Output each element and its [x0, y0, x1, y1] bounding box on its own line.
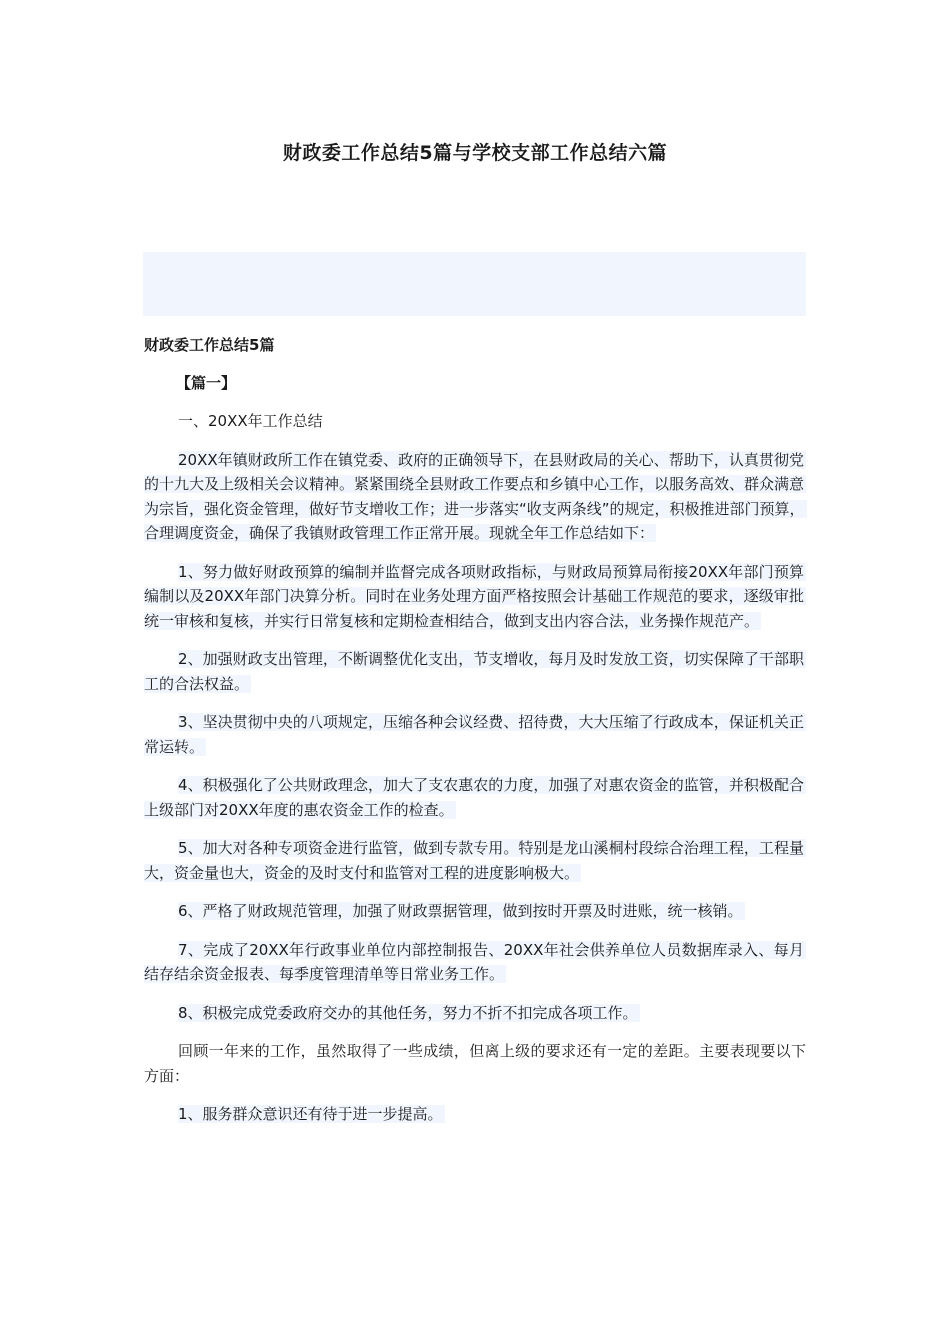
paragraph	[144, 560, 806, 634]
paragraph-text: 7、完成了20XX年行政事业单位内部控制报告、20XX年社会供养单位人员数据库录入、每月结存结余资金报表、每季度管理清单等日常业务工作。	[144, 940, 804, 983]
paragraph-text: 8、积极完成党委政府交办的其他任务，努力不折不扣完成各项工作。	[178, 1003, 638, 1022]
paragraph	[144, 1039, 806, 1088]
paragraph-text: 1、服务群众意识还有待于进一步提高。	[178, 1105, 443, 1123]
paragraph	[144, 1001, 806, 1026]
document-title: 财政委工作总结5篇与学校支部工作总结六篇	[282, 142, 668, 164]
paragraph-text: 2、加强财政支出管理，不断调整优化支出，节支增收，每月及时发放工资，切实保障了干部职工的合法权益。	[144, 650, 804, 693]
paragraph-text: 4、积极强化了公共财政理念，加大了支农惠农的力度，加强了对惠农资金的监管，并积极配合上级部门对20XX年度的惠农资金工作的检查。	[144, 776, 804, 819]
paragraph	[144, 448, 806, 546]
paragraph-text: 6、严格了财政规范管理，加强了财政票据管理，做到按时开票及时进账，统一核销。	[178, 902, 743, 920]
paragraph	[144, 773, 806, 822]
paragraph	[144, 836, 806, 885]
paragraph-text: 5、加大对各种专项资金进行监管，做到专款专用。特别是龙山溪桐村段综合治理工程，工程量大，资金量也大，资金的及时支付和监管对工程的进度影响极大。	[144, 839, 804, 882]
heading-1: 一、20XX年工作总结	[178, 412, 323, 430]
paragraph-text: 回顾一年来的工作，虽然取得了一些成绩，但离上级的要求还有一定的差距。主要表现要以下方面：	[144, 1042, 806, 1085]
banner-placeholder	[143, 252, 806, 316]
paragraph	[144, 647, 806, 696]
paragraph	[144, 899, 806, 924]
part-label: 【篇一】	[176, 374, 237, 392]
section-title: 财政委工作总结5篇	[144, 336, 275, 354]
document-body	[144, 333, 806, 1141]
paragraph-text: 3、坚决贯彻中央的八项规定，压缩各种会议经费、招待费，大大压缩了行政成本，保证机关正常运转。	[144, 713, 804, 756]
paragraph	[144, 938, 806, 987]
paragraph	[144, 710, 806, 759]
paragraph-text: 20XX年镇财政所工作在镇党委、政府的正确领导下，在县财政局的关心、帮助下，认真贯彻党的十九大及上级相关会议精神。紧紧围绕全县财政工作要点和乡镇中心工作，以服务高效、群众满意为宗旨，强化资金管理，做好节支增收工作；进一步落实“收支两条线”的规定，积极推进部门预算，合理调度资金，确保了我镇财政管理工作正常开展。现就全年工作总结如下：	[144, 450, 805, 542]
paragraph-text: 1、努力做好财政预算的编制并监督完成各项财政指标，与财政局预算局衔接20XX年部门预算编制以及20XX年部门决算分析。同时在业务处理方面严格按照会计基础工作规范的要求，逐级审批统一审核和复核，并实行日常复核和定期检查相结合，做到支出内容合法，业务操作规范产。	[144, 562, 804, 630]
paragraph	[144, 1102, 806, 1127]
